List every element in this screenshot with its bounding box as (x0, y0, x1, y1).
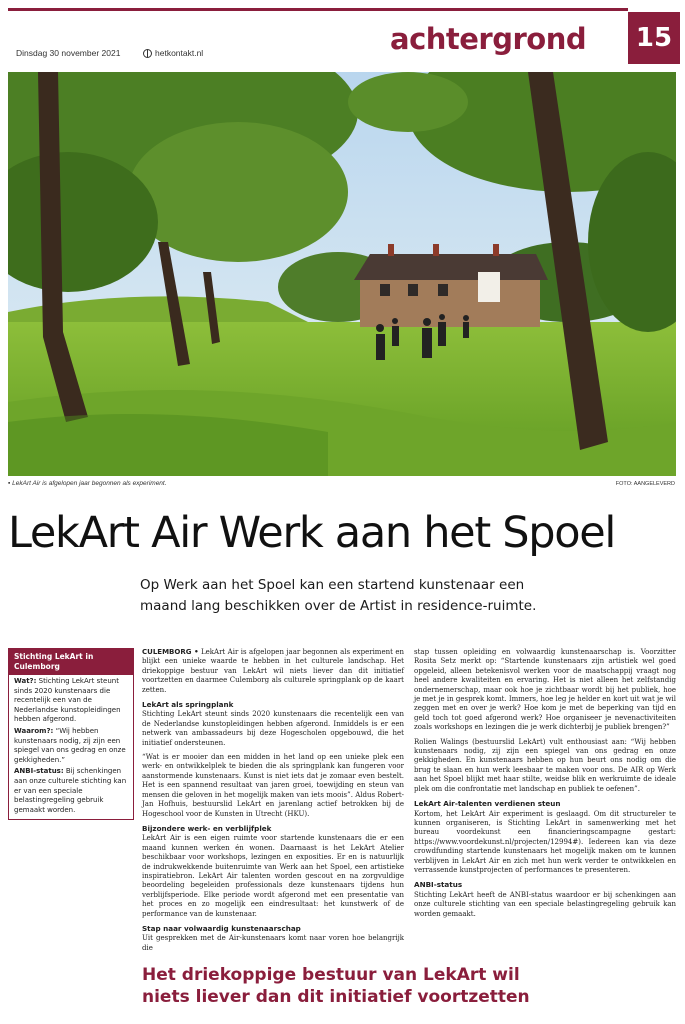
pull-quote: Het driekoppige bestuur van LekArt wil niets liever dan dit initiatief voortzetten (142, 965, 530, 1007)
site-link[interactable] (143, 48, 203, 58)
photo-landscape-illustration (8, 72, 676, 476)
photo-caption: ▪ LekArt Air is afgelopen jaar begonnen als experiment. (8, 480, 167, 487)
info-box (8, 648, 134, 820)
article-intro: Op Werk aan het Spoel kan een startend kunstenaar een maand lang beschikken over de Artist in residence-ruimte. (140, 577, 537, 614)
page-number: 15 (628, 12, 680, 64)
article-column-1 (142, 648, 404, 958)
info-box-label: ANBI-status: (14, 767, 64, 776)
subheading: LekArt Air-talenten verdienen steun (414, 799, 561, 809)
page-header (8, 4, 678, 66)
paragraph: Rolien Walings (bestuurslid LekArt) vult enthousiast aan: “Wij hebben kunstenaars nodig, zij zijn een spiegel van ons gedrag en onze gekkigheden. En kunstenaars hebben op hun beurt ons nodig om die brug te slaan en hun werk leesbaar te maken voor ons. De AIR op Werk aan het Spoel blijkt met haar stilte, weidse blik en werkruimte de ideale plek om die confrontatie met landschap en publiek te oefenen”. (414, 737, 676, 793)
info-box-title: Stichting LekArt in Culemborg (9, 649, 133, 675)
info-box-entry (9, 765, 133, 815)
article-column-2 (414, 648, 676, 924)
paragraph: LekArt Air is een eigen ruimte voor startende kunstenaars die er een maand kunnen werken én wonen. Daarnaast is het LekArt Atelier beschikbaar voor workshops, lezingen en exposities. Er en is natuurlijk de indrukwekkende buitenruimte van Werk aan het Spoel, een artistieke inspiratiebron. LekArt Air talenten worden gescout en na zorgvuldige beoordeling begeleiden professionals deze kunstenaars tijdens hun verblijfsperiode. Elke periode wordt afgerond met een presentatie van het proces en zo mogelijk een eindresultaat: het kunstwerk of de performance van de kunstenaar. (142, 834, 404, 918)
paragraph (142, 648, 404, 695)
issue-date: Dinsdag 30 november 2021 (16, 48, 121, 58)
section-label: achtergrond (390, 22, 587, 56)
paragraph: Stichting LekArt steunt sinds 2020 kunstenaars die recentelijk een van de Nederlandse kunstopleidingen hebben afgerond. Inmiddels is er een netwerk van ambassadeurs bij deze Hogescholen opgebouwd, die het initiatief ondersteunen. (142, 710, 404, 747)
subheading: ANBI-status (414, 880, 463, 890)
article-photo (8, 72, 676, 476)
info-box-text: “Wij hebben kunstenaars nodig, zij zijn een spiegel van ons gedrag en onze gekkigheden.” (14, 726, 126, 764)
paragraph: Stichting LekArt heeft de ANBI-status waardoor er bij schenkingen aan onze culturele stichting van een speciale belastingregeling gebruik kan worden gemaakt. (414, 890, 676, 918)
paragraph: Kortom, het LekArt Air experiment is geslaagd. Om dit structureler te kunnen organiseren, is Stichting LekArt in samenwerking met het bureau voordekunst een financieringscampagne gestart: https://www.voordekunst.nl/projecten/12994#). Iedereen kan via deze crowdfunding startende kunstenaars het mogelijk maken om te kunnen verblijven in LekArt Air en zich met hun werk verder te ontwikkelen en verrassende kunstprojecten of performances te presenteren. (414, 809, 676, 874)
site-url: hetkontakt.nl (155, 48, 204, 58)
globe-icon (143, 49, 152, 58)
subheading: Bijzondere werk- en verblijfplek (142, 823, 272, 833)
info-box-text: Stichting LekArt steunt sinds 2020 kunstenaars die recentelijk een van de Nederlandse kunstopleidingen hebben afgerond. (14, 677, 121, 724)
photo-credit: FOTO: AANGELEVERD (615, 481, 675, 487)
info-box-label: Waarom?: (14, 726, 54, 735)
info-box-entry (9, 725, 133, 765)
subheading: Stap naar volwaardig kunstenaarschap (142, 923, 301, 933)
paragraph: Uit gesprekken met de Air-kunstenaars komt naar voren hoe belangrijk die (142, 934, 404, 952)
info-box-text: Bij schenkingen aan onze culturele stichting kan er van een speciale belastingregeling gebruik gemaakt worden. (14, 767, 127, 814)
info-box-label: Wat?: (14, 677, 37, 685)
photo-caption-text: LekArt Air is afgelopen jaar begonnen als experiment. (12, 480, 167, 487)
dateline: CULEMBORG • (142, 648, 199, 656)
paragraph: stap tussen opleiding en volwaardig kunstenaarschap is. Voorzitter Rosita Setz merkt op: “Startende kunstenaars zijn artistiek wel goed opgeleid, alleen betekenisvol werken voor de maatschappij vraagt nog heel andere kwaliteiten en ervaring. Het is niet alleen het zelfstandig ondernemerschap, maar ook hoe je zichtbaar wordt bij het publiek, hoe je met je in gesprek komt. Immers, hoe leg je helder en kort uit wat je wil zeggen met en over je werk? Hoe kom je met de beperking van tijd en geld toch tot goed afgerond werk? Hoe organiseer je nevenactiviteiten zoals workshops en lezingen die je werk dichterbij je publiek brengen?” (414, 648, 676, 732)
paragraph: “Wat is er mooier dan een midden in het land op een unieke plek een werk- en ontwikkelplek te bieden die als springplank kan fungeren voor aanstormende kunstenaars. Kunst is niet iets dat je zomaar even bestelt. Het is een spannend resultaat van jaren groei, toewijding en steun van mensen die geloven in het mogelijk maken van iets moois”. Aldus Robert-Jan Hofhuis, bestuurslid LekArt en jarenlang actief betrokken bij de Hogeschool voor de Kunsten in Utrecht (HKU). (142, 753, 404, 818)
paragraph-text: LekArt Air is afgelopen jaar begonnen als experiment en blijkt een unieke waarde te hebben in het culturele landschap. Het driekoppige bestuur van LekArt wil niets liever dan dit initiatief voortzetten en daarmee Culemborg als culturele springplank op de kaart zetten. (142, 648, 404, 694)
article-headline: LekArt Air Werk aan het Spoel (8, 508, 616, 558)
header-rule (8, 8, 628, 11)
subheading: LekArt als springplank (142, 700, 234, 710)
info-box-entry (9, 675, 133, 725)
